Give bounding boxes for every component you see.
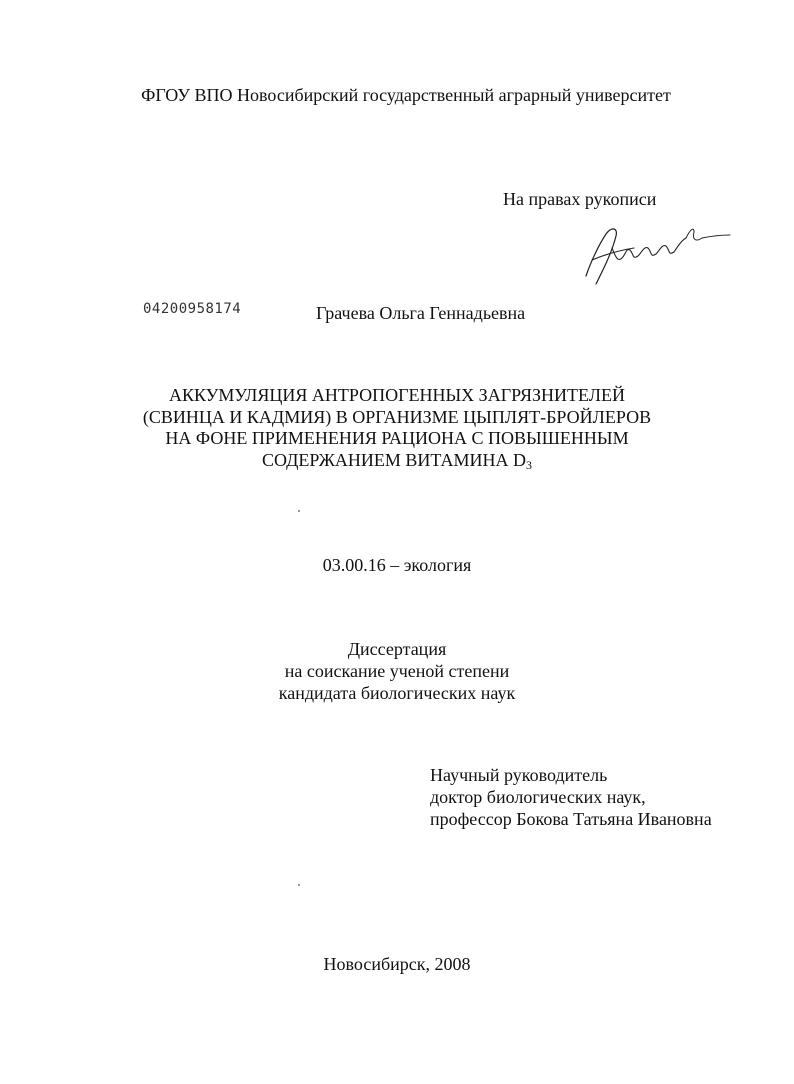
scan-speck bbox=[298, 884, 300, 886]
supervisor-degree: доктор биологических наук, bbox=[430, 787, 646, 807]
degree-line: на соискание ученой степени bbox=[284, 661, 510, 681]
degree-field: кандидата биологических наук bbox=[278, 683, 516, 703]
supervisor-label: Научный руководитель bbox=[430, 765, 608, 785]
title-line-last: СОДЕРЖАНИЕМ ВИТАМИНА $D_3$ bbox=[262, 449, 532, 472]
title-line: АККУМУЛЯЦИЯ АНТРОПОГЕННЫХ ЗАГРЯЗНИТЕЛЕЙ bbox=[169, 385, 625, 405]
dissertation-title bbox=[100, 385, 694, 471]
dissertation-info bbox=[200, 638, 594, 704]
supervisor-name: профессор Бокова Татьяна Ивановна bbox=[430, 809, 712, 829]
title-line: (СВИНЦА И КАДМИЯ) В ОРГАНИЗМЕ ЦЫПЛЯТ-БРОЙЛЕРОВ bbox=[142, 406, 652, 427]
archive-number: 04200958174 bbox=[143, 301, 242, 317]
dissertation-label: Диссертация bbox=[347, 639, 447, 659]
institution-name: ФГОУ ВПО Новосибирский государственный аграрный университет bbox=[141, 85, 671, 105]
supervisor-block bbox=[430, 764, 712, 830]
title-subscript: 3 bbox=[526, 457, 532, 472]
city-year: Новосибирск, 2008 bbox=[323, 954, 471, 974]
manuscript-rights-note: На правах рукописи bbox=[503, 189, 657, 209]
title-line: НА ФОНЕ ПРИМЕНЕНИЯ РАЦИОНА С ПОВЫШЕННЫМ bbox=[165, 428, 629, 448]
author-signature bbox=[582, 218, 732, 290]
specialty-code: 03.00.16 – экология bbox=[322, 555, 472, 575]
author-name: Грачева Ольга Геннадьевна bbox=[316, 303, 526, 323]
scan-speck bbox=[298, 510, 300, 512]
